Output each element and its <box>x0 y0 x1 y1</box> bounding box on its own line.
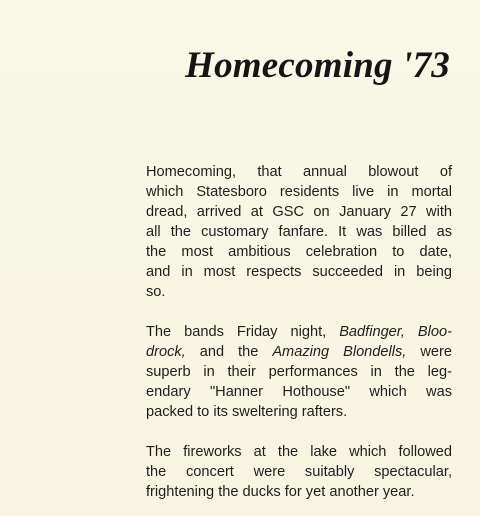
text-fragment: and the <box>185 344 273 360</box>
text-line: all the customary fanfare. It was billed as <box>146 224 452 240</box>
text-fragment: The bands Friday night, <box>146 324 340 340</box>
text-line: packed to its sweltering rafters. <box>146 404 348 420</box>
text-line: the most ambitious celebration to date, <box>146 244 452 260</box>
band-name-badfinger: Badfinger, Bloo- <box>339 324 452 340</box>
page-title: Homecoming '73 <box>185 45 450 86</box>
text-line <box>146 342 452 362</box>
band-name-bloodrock: drock, <box>146 344 186 360</box>
text-line: so. <box>146 284 166 300</box>
text-line <box>146 322 452 342</box>
paragraph-homecoming-intro <box>146 162 452 302</box>
text-line: the concert were suitably spectacular, <box>146 464 452 480</box>
paragraph-fireworks <box>146 442 452 502</box>
text-line: endary "Hanner Hothouse" which was <box>146 384 452 400</box>
paragraph-bands <box>146 322 452 422</box>
text-line: frightening the ducks for yet another year. <box>146 484 415 500</box>
band-name-amazing-blondells: Amazing Blondells, <box>272 344 407 360</box>
text-line: Homecoming, that annual blowout of <box>146 164 452 180</box>
text-line: The fireworks at the lake which followed <box>146 444 452 460</box>
text-fragment: were <box>406 344 452 360</box>
text-line: superb in their performances in the leg- <box>146 364 452 380</box>
text-line: which Statesboro residents live in mortal <box>146 184 452 200</box>
text-line: dread, arrived at GSC on January 27 with <box>146 204 452 220</box>
article-body <box>146 162 452 502</box>
text-line: and in most respects succeeded in being <box>146 264 452 280</box>
